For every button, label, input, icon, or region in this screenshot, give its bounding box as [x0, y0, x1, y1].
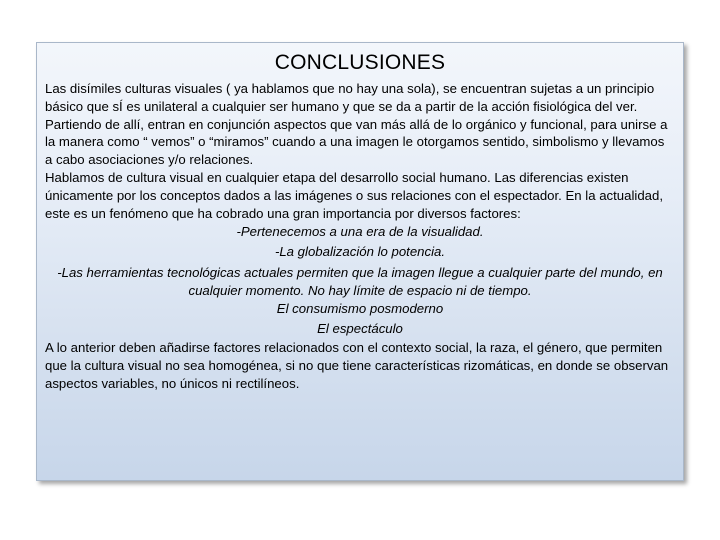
factor-consumerism: El consumismo posmoderno	[276, 301, 444, 317]
paragraph-additional-factors: A lo anterior deben añadirse factores relacionados con el contexto social, la raza, el género, que permiten que la cultura visual no sea homogénea, si no que tiene características rizomáticas, en donde se observan aspectos variables, no únicos ni rectilíneos.	[45, 340, 669, 391]
factor-visual-era: -Pertenecemos a una era de la visualidad.	[236, 224, 484, 240]
factor-spectacle: El espectáculo	[317, 321, 403, 337]
factor-technology: -Las herramientas tecnológicas actuales permiten que la imagen llegue a cualquier parte del mundo, en cualquier momento. No hay límite de espacio ni de tiempo.	[57, 265, 663, 298]
slide-title: CONCLUSIONES	[274, 51, 446, 74]
conclusions-textbox	[36, 42, 684, 481]
factor-globalization: -La globalización lo potencia.	[274, 244, 446, 260]
paragraph-visual-cultures: Las disímiles culturas visuales ( ya hablamos que no hay una sola), se encuentran sujetas a un principio básico que sÍ es unilateral a cualquier ser humano y que se da a partir de la acción fisiológica del ver. Partiendo de allí, entran en conjunción aspectos que van más allá de lo orgánico y funcional, para unirse a la manera como “ vemos” o “miramos” cuando a una imagen le otorgamos sentido, simbolismo y llevamos a cabo asociaciones y/o relaciones.	[45, 81, 668, 168]
paragraph-visual-culture-importance: Hablamos de cultura visual en cualquier etapa del desarrollo social humano. Las diferencias existen únicamente por los conceptos dados a las imágenes o sus relaciones con el espectador. En la actualidad, este es un fenómeno que ha cobrado una gran importancia por diversos factores:	[45, 169, 663, 221]
